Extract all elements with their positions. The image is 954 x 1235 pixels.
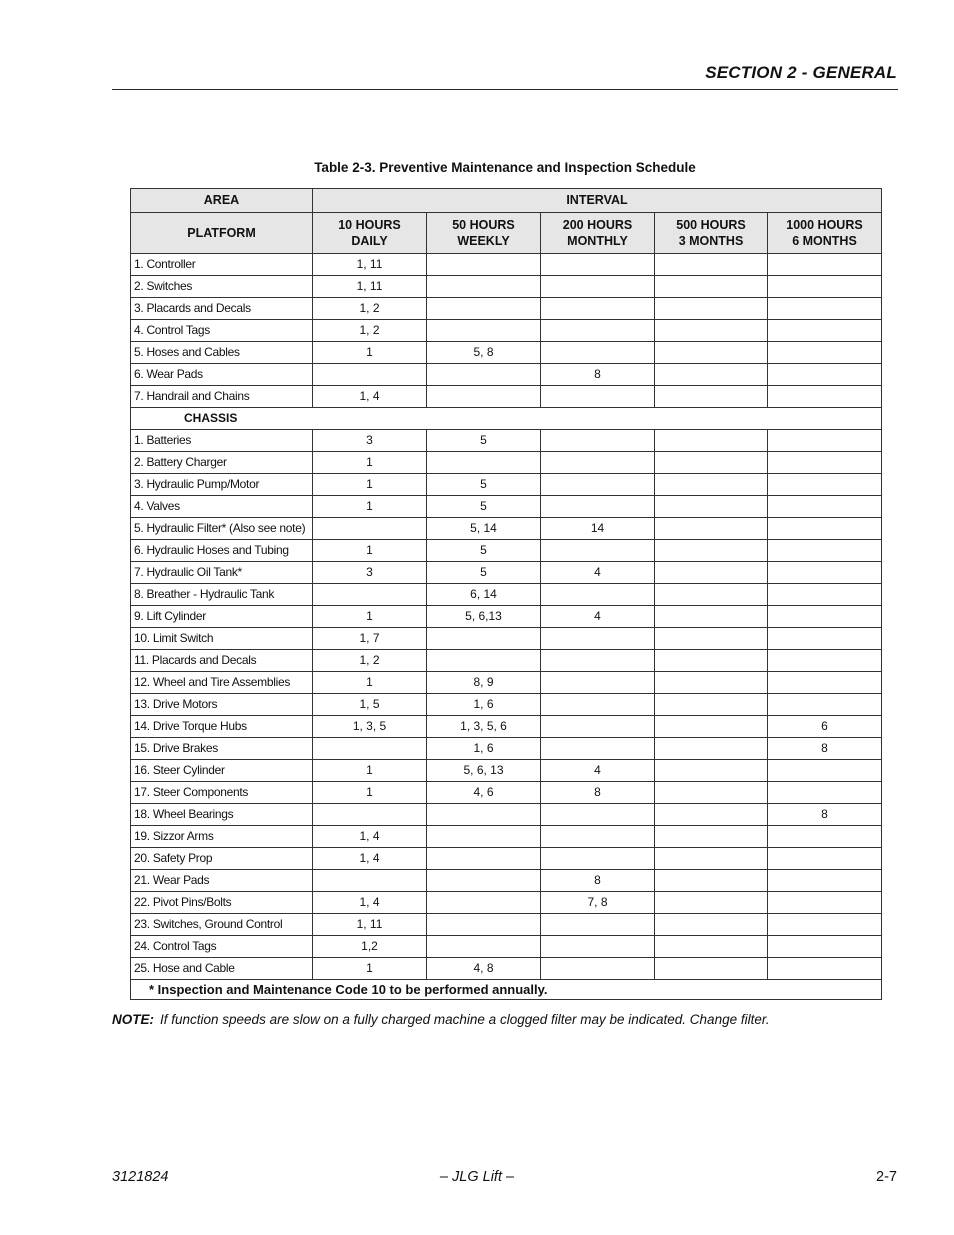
row-interval-cell <box>655 914 768 936</box>
row-interval-cell: 1 <box>313 760 427 782</box>
row-interval-cell <box>655 518 768 540</box>
table-row <box>131 694 882 716</box>
row-interval-cell: 5, 6, 13 <box>427 760 541 782</box>
row-interval-cell <box>768 364 882 386</box>
row-interval-cell <box>427 650 541 672</box>
row-interval-cell <box>768 848 882 870</box>
row-interval-cell <box>541 804 655 826</box>
row-interval-cell <box>655 276 768 298</box>
row-interval-cell <box>768 254 882 276</box>
table-row <box>131 760 882 782</box>
row-interval-cell <box>427 364 541 386</box>
table-row <box>131 672 882 694</box>
row-area-cell: 18. Wheel Bearings <box>131 804 313 826</box>
row-area-cell: 25. Hose and Cable <box>131 958 313 980</box>
row-interval-cell <box>427 298 541 320</box>
row-interval-cell <box>313 584 427 606</box>
table-row <box>131 496 882 518</box>
row-interval-cell: 5 <box>427 430 541 452</box>
row-interval-cell <box>541 452 655 474</box>
row-interval-cell <box>313 804 427 826</box>
row-interval-cell <box>655 694 768 716</box>
row-interval-cell <box>313 364 427 386</box>
table-row <box>131 254 882 276</box>
row-interval-cell <box>768 584 882 606</box>
row-interval-cell <box>655 452 768 474</box>
row-area-cell: 11. Placards and Decals <box>131 650 313 672</box>
row-interval-cell <box>313 870 427 892</box>
row-interval-cell <box>768 694 882 716</box>
row-interval-cell: 5, 14 <box>427 518 541 540</box>
row-interval-cell <box>427 628 541 650</box>
row-interval-cell <box>427 914 541 936</box>
row-interval-cell <box>427 848 541 870</box>
row-interval-cell <box>541 738 655 760</box>
row-area-cell: 12. Wheel and Tire Assemblies <box>131 672 313 694</box>
table-footnote-row <box>131 980 882 1000</box>
row-area-cell: 10. Limit Switch <box>131 628 313 650</box>
row-area-cell: 24. Control Tags <box>131 936 313 958</box>
table-row <box>131 892 882 914</box>
row-interval-cell <box>427 936 541 958</box>
table-row <box>131 320 882 342</box>
row-area-cell: 8. Breather - Hydraulic Tank <box>131 584 313 606</box>
row-interval-cell <box>427 892 541 914</box>
row-area-cell: 3. Hydraulic Pump/Motor <box>131 474 313 496</box>
area-header: AREA <box>131 189 313 213</box>
row-interval-cell <box>768 496 882 518</box>
column-header-10-hours: 10 HOURS DAILY <box>313 213 427 254</box>
row-interval-cell: 1, 11 <box>313 254 427 276</box>
column-header-200-hours: 200 HOURS MONTHLY <box>541 213 655 254</box>
row-interval-cell <box>427 804 541 826</box>
table-footnote: * Inspection and Maintenance Code 10 to be performed annually. <box>131 980 882 1000</box>
row-interval-cell <box>541 298 655 320</box>
row-area-cell: 20. Safety Prop <box>131 848 313 870</box>
row-interval-cell <box>655 826 768 848</box>
row-interval-cell <box>655 386 768 408</box>
row-interval-cell <box>541 386 655 408</box>
row-interval-cell: 5 <box>427 562 541 584</box>
row-interval-cell <box>541 628 655 650</box>
row-interval-cell: 1, 3, 5, 6 <box>427 716 541 738</box>
row-interval-cell: 7, 8 <box>541 892 655 914</box>
row-interval-cell <box>655 936 768 958</box>
footer-doc-number: 3121824 <box>112 1169 169 1185</box>
row-interval-cell <box>768 936 882 958</box>
table-row <box>131 452 882 474</box>
row-interval-cell: 1, 11 <box>313 914 427 936</box>
row-interval-cell: 1, 2 <box>313 650 427 672</box>
table-subheader-row <box>131 213 882 254</box>
table-row <box>131 606 882 628</box>
row-interval-cell <box>541 320 655 342</box>
table-row <box>131 584 882 606</box>
row-interval-cell: 1, 2 <box>313 320 427 342</box>
row-interval-cell <box>768 628 882 650</box>
table-body <box>131 254 882 1000</box>
column-header-1000-hours: 1000 HOURS 6 MONTHS <box>768 213 882 254</box>
row-interval-cell <box>541 342 655 364</box>
row-interval-cell <box>768 452 882 474</box>
row-interval-cell <box>655 716 768 738</box>
table-row <box>131 826 882 848</box>
row-interval-cell: 5, 8 <box>427 342 541 364</box>
header-rule <box>112 89 898 90</box>
table-row <box>131 540 882 562</box>
row-interval-cell: 4, 8 <box>427 958 541 980</box>
row-interval-cell <box>427 386 541 408</box>
table-row <box>131 562 882 584</box>
row-interval-cell <box>768 540 882 562</box>
row-interval-cell <box>768 342 882 364</box>
row-interval-cell <box>768 474 882 496</box>
row-interval-cell <box>768 518 882 540</box>
row-interval-cell: 1, 2 <box>313 298 427 320</box>
row-area-cell: 7. Handrail and Chains <box>131 386 313 408</box>
row-interval-cell: 8 <box>541 364 655 386</box>
row-interval-cell <box>313 738 427 760</box>
row-interval-cell: 8 <box>541 870 655 892</box>
row-interval-cell <box>655 848 768 870</box>
table-row <box>131 848 882 870</box>
row-area-cell: 2. Battery Charger <box>131 452 313 474</box>
table-row <box>131 430 882 452</box>
row-interval-cell <box>768 298 882 320</box>
row-interval-cell <box>768 650 882 672</box>
chassis-section-row <box>131 408 882 430</box>
interval-header: INTERVAL <box>313 189 882 213</box>
chassis-section-label: CHASSIS <box>131 408 882 430</box>
row-interval-cell <box>655 496 768 518</box>
row-interval-cell: 1 <box>313 496 427 518</box>
row-interval-cell: 4, 6 <box>427 782 541 804</box>
row-interval-cell <box>541 430 655 452</box>
table-row <box>131 298 882 320</box>
row-interval-cell: 5 <box>427 496 541 518</box>
row-area-cell: 23. Switches, Ground Control <box>131 914 313 936</box>
row-interval-cell: 1, 5 <box>313 694 427 716</box>
table-row <box>131 716 882 738</box>
row-interval-cell <box>655 474 768 496</box>
row-interval-cell: 8 <box>768 804 882 826</box>
table-row <box>131 628 882 650</box>
row-interval-cell: 1 <box>313 452 427 474</box>
row-interval-cell <box>541 694 655 716</box>
row-interval-cell: 1, 4 <box>313 826 427 848</box>
row-interval-cell: 1, 11 <box>313 276 427 298</box>
row-interval-cell <box>541 650 655 672</box>
row-interval-cell <box>541 496 655 518</box>
row-interval-cell: 1 <box>313 474 427 496</box>
row-interval-cell <box>655 364 768 386</box>
row-interval-cell <box>655 958 768 980</box>
row-interval-cell <box>541 540 655 562</box>
row-interval-cell: 1 <box>313 342 427 364</box>
row-area-cell: 17. Steer Components <box>131 782 313 804</box>
row-interval-cell <box>655 584 768 606</box>
table-row <box>131 914 882 936</box>
row-area-cell: 16. Steer Cylinder <box>131 760 313 782</box>
row-interval-cell <box>427 452 541 474</box>
row-interval-cell <box>655 628 768 650</box>
table-row <box>131 386 882 408</box>
row-interval-cell <box>768 320 882 342</box>
column-header-50-hours: 50 HOURS WEEKLY <box>427 213 541 254</box>
row-interval-cell: 8, 9 <box>427 672 541 694</box>
row-interval-cell <box>541 474 655 496</box>
row-interval-cell: 1 <box>313 672 427 694</box>
row-interval-cell: 4 <box>541 606 655 628</box>
row-interval-cell <box>768 606 882 628</box>
row-interval-cell <box>768 386 882 408</box>
table-row <box>131 364 882 386</box>
table-row <box>131 474 882 496</box>
row-interval-cell <box>655 562 768 584</box>
row-interval-cell <box>541 958 655 980</box>
footer-page-number: 2-7 <box>876 1169 897 1185</box>
table-row <box>131 276 882 298</box>
row-interval-cell <box>655 738 768 760</box>
row-interval-cell: 5 <box>427 474 541 496</box>
row-interval-cell <box>541 914 655 936</box>
row-interval-cell <box>768 958 882 980</box>
row-interval-cell: 1, 7 <box>313 628 427 650</box>
row-interval-cell: 3 <box>313 430 427 452</box>
row-interval-cell <box>655 892 768 914</box>
table-row <box>131 870 882 892</box>
table-row <box>131 936 882 958</box>
row-area-cell: 15. Drive Brakes <box>131 738 313 760</box>
row-interval-cell <box>427 276 541 298</box>
row-interval-cell: 14 <box>541 518 655 540</box>
row-interval-cell: 4 <box>541 760 655 782</box>
row-interval-cell <box>427 870 541 892</box>
table-row <box>131 738 882 760</box>
table-row <box>131 342 882 364</box>
row-interval-cell <box>768 760 882 782</box>
column-header-platform: PLATFORM <box>131 213 313 254</box>
row-area-cell: 5. Hoses and Cables <box>131 342 313 364</box>
row-interval-cell <box>541 276 655 298</box>
row-interval-cell <box>768 276 882 298</box>
row-interval-cell: 3 <box>313 562 427 584</box>
section-title: SECTION 2 - GENERAL <box>705 63 897 82</box>
row-interval-cell: 1, 3, 5 <box>313 716 427 738</box>
row-interval-cell <box>655 804 768 826</box>
row-interval-cell <box>768 892 882 914</box>
table-header-row <box>131 189 882 213</box>
footer-brand: – JLG Lift – <box>439 1169 515 1185</box>
row-interval-cell: 8 <box>768 738 882 760</box>
row-interval-cell <box>655 870 768 892</box>
row-interval-cell <box>768 870 882 892</box>
row-interval-cell <box>541 848 655 870</box>
note-text: If function speeds are slow on a fully charged machine a clogged filter may be indicated. Change filter. <box>160 1012 770 1027</box>
row-interval-cell <box>655 760 768 782</box>
row-area-cell: 2. Switches <box>131 276 313 298</box>
row-interval-cell <box>655 782 768 804</box>
maintenance-schedule-table <box>130 188 882 1000</box>
row-area-cell: 21. Wear Pads <box>131 870 313 892</box>
row-area-cell: 1. Batteries <box>131 430 313 452</box>
row-area-cell: 4. Control Tags <box>131 320 313 342</box>
row-interval-cell: 1 <box>313 540 427 562</box>
row-interval-cell <box>313 518 427 540</box>
row-interval-cell: 6, 14 <box>427 584 541 606</box>
row-area-cell: 14. Drive Torque Hubs <box>131 716 313 738</box>
row-area-cell: 13. Drive Motors <box>131 694 313 716</box>
row-interval-cell: 8 <box>541 782 655 804</box>
row-interval-cell: 1, 4 <box>313 848 427 870</box>
table-row <box>131 804 882 826</box>
note-label: NOTE: <box>112 1012 154 1027</box>
row-interval-cell <box>655 430 768 452</box>
row-interval-cell: 6 <box>768 716 882 738</box>
row-interval-cell: 1, 6 <box>427 694 541 716</box>
row-interval-cell: 1 <box>313 958 427 980</box>
row-interval-cell: 1 <box>313 782 427 804</box>
row-interval-cell <box>655 320 768 342</box>
row-interval-cell <box>541 584 655 606</box>
row-interval-cell <box>655 342 768 364</box>
table-row <box>131 518 882 540</box>
row-interval-cell <box>655 606 768 628</box>
row-interval-cell <box>768 562 882 584</box>
row-area-cell: 1. Controller <box>131 254 313 276</box>
row-interval-cell: 1, 4 <box>313 892 427 914</box>
row-interval-cell: 1 <box>313 606 427 628</box>
row-interval-cell <box>768 914 882 936</box>
row-interval-cell: 5, 6,13 <box>427 606 541 628</box>
row-area-cell: 6. Wear Pads <box>131 364 313 386</box>
row-interval-cell <box>655 672 768 694</box>
table-row <box>131 958 882 980</box>
row-interval-cell <box>768 430 882 452</box>
row-interval-cell <box>655 298 768 320</box>
row-interval-cell: 4 <box>541 562 655 584</box>
table-row <box>131 650 882 672</box>
row-interval-cell <box>541 936 655 958</box>
row-interval-cell <box>655 650 768 672</box>
table-caption: Table 2-3. Preventive Maintenance and Inspection Schedule <box>314 160 696 175</box>
row-interval-cell <box>427 254 541 276</box>
row-interval-cell: 5 <box>427 540 541 562</box>
row-interval-cell <box>768 672 882 694</box>
row-interval-cell: 1, 4 <box>313 386 427 408</box>
row-interval-cell <box>541 254 655 276</box>
row-area-cell: 3. Placards and Decals <box>131 298 313 320</box>
row-interval-cell <box>541 826 655 848</box>
row-interval-cell <box>655 540 768 562</box>
row-interval-cell <box>768 782 882 804</box>
table-row <box>131 782 882 804</box>
row-interval-cell <box>768 826 882 848</box>
row-interval-cell <box>427 320 541 342</box>
row-interval-cell <box>427 826 541 848</box>
row-interval-cell <box>655 254 768 276</box>
row-area-cell: 6. Hydraulic Hoses and Tubing <box>131 540 313 562</box>
row-area-cell: 5. Hydraulic Filter* (Also see note) <box>131 518 313 540</box>
row-interval-cell: 1, 6 <box>427 738 541 760</box>
row-interval-cell <box>541 672 655 694</box>
row-area-cell: 4. Valves <box>131 496 313 518</box>
row-area-cell: 9. Lift Cylinder <box>131 606 313 628</box>
column-header-500-hours: 500 HOURS 3 MONTHS <box>655 213 768 254</box>
row-interval-cell <box>541 716 655 738</box>
row-interval-cell: 1,2 <box>313 936 427 958</box>
note <box>112 1012 770 1027</box>
row-area-cell: 19. Sizzor Arms <box>131 826 313 848</box>
row-area-cell: 7. Hydraulic Oil Tank* <box>131 562 313 584</box>
row-area-cell: 22. Pivot Pins/Bolts <box>131 892 313 914</box>
